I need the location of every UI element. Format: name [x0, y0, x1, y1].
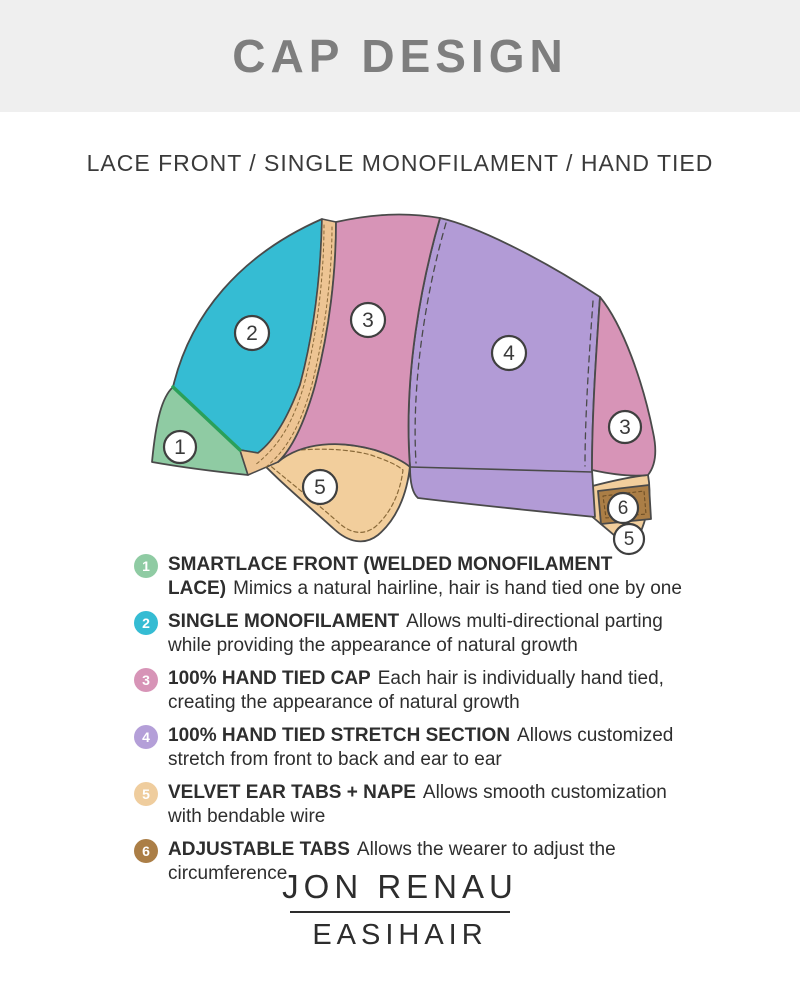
legend-text-1 [168, 553, 696, 601]
legend-title-4: 100% HAND TIED STRETCH SECTION [168, 725, 511, 746]
legend-title-6: ADJUSTABLE TABS [168, 839, 350, 860]
section-hand-tied-rear [592, 297, 655, 476]
brand-name-bottom: EASIHAIR [312, 919, 488, 951]
legend [134, 553, 700, 886]
cap-diagram [140, 205, 680, 565]
legend-badge-5: 5 [134, 782, 158, 806]
marker-1-label: 1 [174, 436, 186, 459]
legend-badge-4: 4 [134, 725, 158, 749]
legend-desc-4: Allows customized stretch from front to back and ear to ear [168, 725, 674, 770]
legend-title-3: 100% HAND TIED CAP [168, 668, 371, 689]
cap-diagram-svg [140, 205, 680, 565]
legend-title-2: SINGLE MONOFILAMENT [168, 611, 400, 632]
legend-desc-5: Allows smooth customization with bendable wire [168, 782, 667, 827]
cap-type-subtitle: LACE FRONT / SINGLE MONOFILAMENT / HAND TIED [86, 150, 714, 176]
legend-item-smartlace-front [134, 553, 700, 601]
legend-desc-6: Allows the wearer to adjust the circumference [168, 839, 616, 884]
page-title: CAP DESIGN [232, 30, 568, 82]
marker-3b-label: 3 [619, 416, 631, 439]
marker-2-label: 2 [246, 322, 258, 345]
marker-3-label: 3 [362, 309, 374, 332]
legend-item-hand-tied-cap [134, 667, 700, 715]
legend-desc-2: Allows multi-directional parting while providing the appearance of natural growth [168, 611, 663, 656]
header-band [0, 0, 800, 112]
brand-logo [0, 868, 800, 952]
legend-badge-1: 1 [134, 554, 158, 578]
marker-6-label: 6 [617, 498, 629, 519]
legend-title-1: SMARTLACE FRONT (WELDED MONOFILAMENT LACE) [168, 554, 613, 599]
legend-badge-6: 6 [134, 839, 158, 863]
legend-item-stretch-section [134, 724, 700, 772]
legend-badge-3: 3 [134, 668, 158, 692]
brand-divider [290, 911, 510, 913]
legend-text-3 [168, 667, 696, 715]
legend-text-5 [168, 781, 696, 829]
marker-5b-label: 5 [623, 529, 635, 550]
legend-badge-2: 2 [134, 611, 158, 635]
brand-name-top: JON RENAU [282, 868, 518, 905]
legend-title-5: VELVET EAR TABS + NAPE [168, 782, 416, 803]
legend-desc-3: Each hair is individually hand tied, creating the appearance of natural growth [168, 668, 664, 713]
legend-item-single-monofilament [134, 610, 700, 658]
legend-item-velvet-ear-tabs [134, 781, 700, 829]
legend-text-4 [168, 724, 696, 772]
legend-text-2 [168, 610, 696, 658]
legend-desc-1: Mimics a natural hairline, hair is hand tied one by one [233, 578, 682, 599]
marker-5-label: 5 [314, 476, 326, 499]
marker-4-label: 4 [503, 342, 515, 365]
